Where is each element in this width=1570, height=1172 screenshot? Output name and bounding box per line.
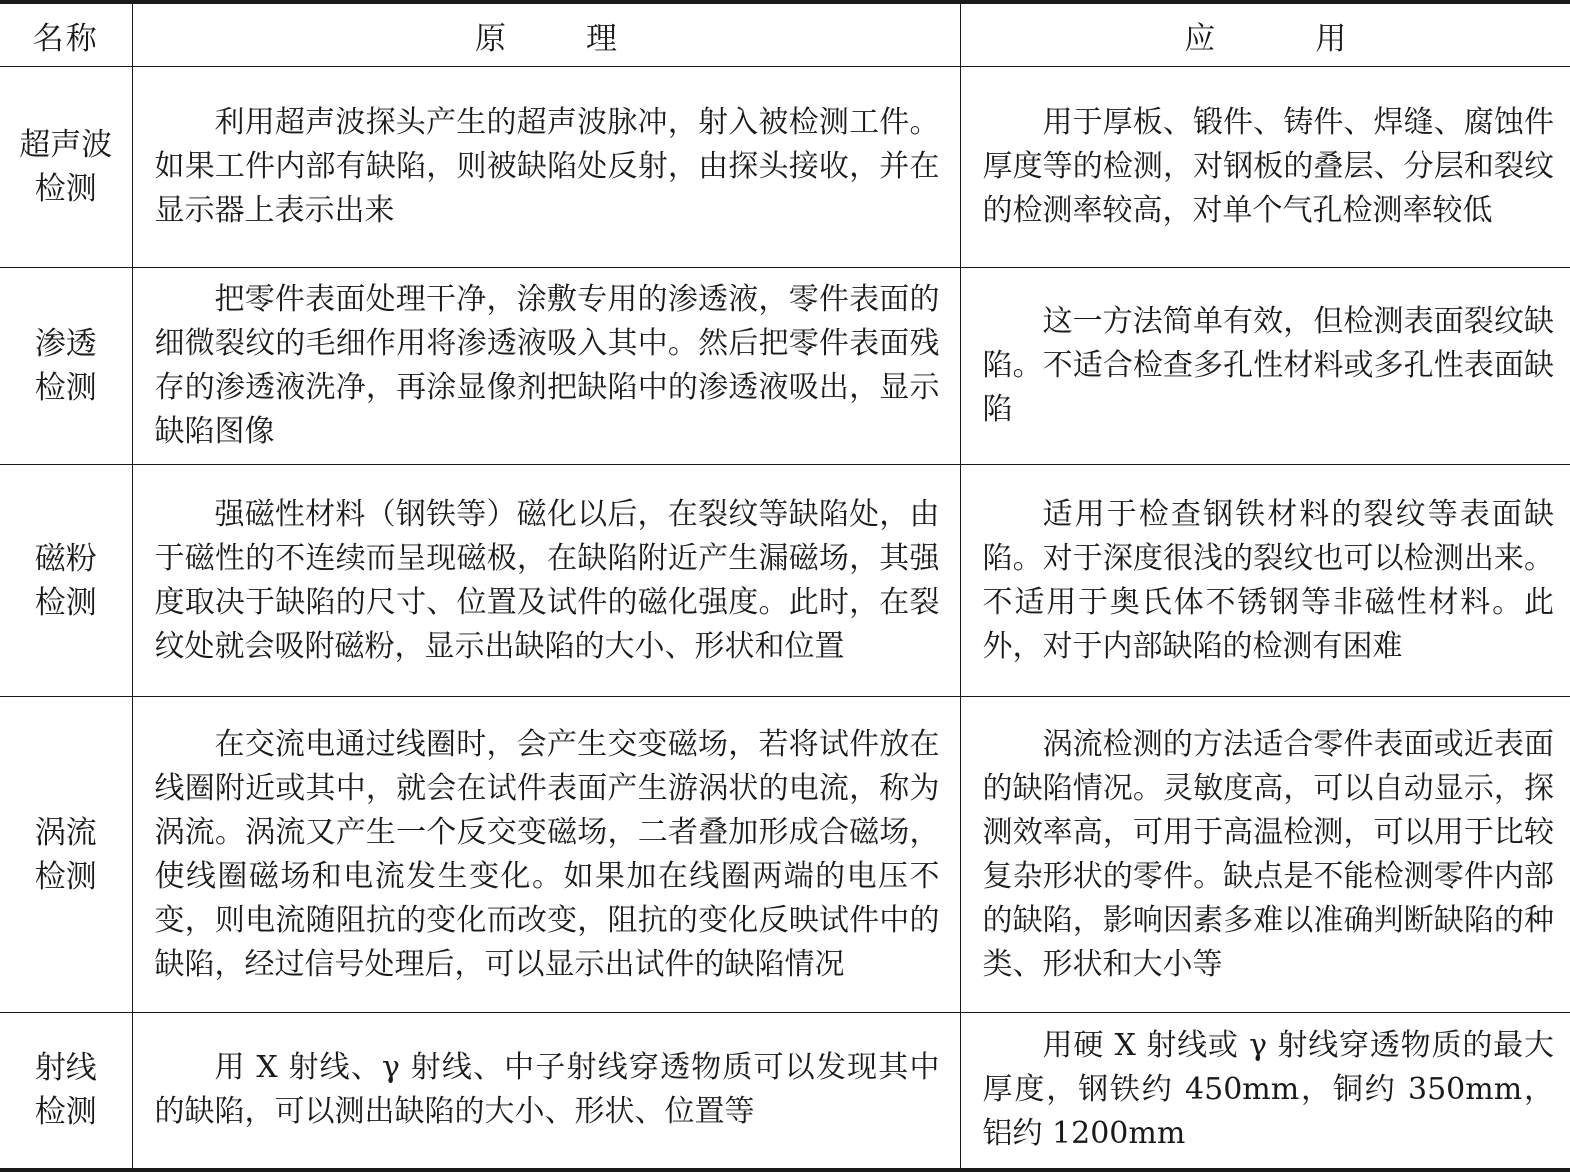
header-principle: 原理 [132,2,960,67]
principle-text: 用 X 射线、γ 射线、中子射线穿透物质可以发现其中的缺陷，可以测出缺陷的大小、形状、位置等 [133,1046,960,1134]
method-name-cell [0,268,132,465]
method-name-cell [0,697,132,1013]
table-row [0,268,1570,465]
method-name-line1: 磁粉 [0,537,132,581]
application-cell [960,1013,1570,1170]
method-name-line1: 射线 [0,1046,132,1090]
principle-text: 把零件表面处理干净，涂敷专用的渗透液，零件表面的细微裂纹的毛细作用将渗透液吸入其中。然后把零件表面残存的渗透液洗净，再涂显像剂把缺陷中的渗透液吸出，显示缺陷图像 [133,278,960,454]
method-name-line2: 检测 [0,855,132,899]
application-text: 涡流检测的方法适合零件表面或近表面的缺陷情况。灵敏度高，可以自动显示，探测效率高，可用于高温检测，可以用于比较复杂形状的零件。缺点是不能检测零件内部的缺陷，影响因素多难以准确判断缺陷的种类、形状和大小等 [961,723,1570,987]
application-text: 适用于检查钢铁材料的裂纹等表面缺陷。对于深度很浅的裂纹也可以检测出来。不适用于奥氏体不锈钢等非磁性材料。此外，对于内部缺陷的检测有困难 [961,493,1570,669]
header-application: 应用 [960,2,1570,67]
method-name-line2: 检测 [0,581,132,625]
table-row [0,67,1570,268]
header-name: 名称 [0,2,132,67]
method-name-cell [0,465,132,697]
application-cell [960,465,1570,697]
method-name-cell [0,67,132,268]
method-name-line2: 检测 [0,366,132,410]
application-cell [960,697,1570,1013]
method-name-line1: 超声波 [0,123,132,167]
table-row [0,465,1570,697]
method-name-line1: 涡流 [0,811,132,855]
application-text: 用硬 X 射线或 γ 射线穿透物质的最大厚度，钢铁约 450mm，铜约 350mm，铝约 1200mm [961,1024,1570,1156]
header-row [0,2,1570,67]
application-cell [960,268,1570,465]
principle-cell [132,1013,960,1170]
principle-text: 利用超声波探头产生的超声波脉冲，射入被检测工件。如果工件内部有缺陷，则被缺陷处反射，由探头接收，并在显示器上表示出来 [133,101,960,233]
method-name-line2: 检测 [0,1090,132,1134]
principle-text: 强磁性材料（钢铁等）磁化以后，在裂纹等缺陷处，由于磁性的不连续而呈现磁极，在缺陷附近产生漏磁场，其强度取决于缺陷的尺寸、位置及试件的磁化强度。此时，在裂纹处就会吸附磁粉，显示出缺陷的大小、形状和位置 [133,493,960,669]
method-name-cell [0,1013,132,1170]
application-text: 这一方法简单有效，但检测表面裂纹缺陷。不适合检查多孔性材料或多孔性表面缺陷 [961,300,1570,432]
application-cell [960,67,1570,268]
principle-cell [132,268,960,465]
principle-cell [132,67,960,268]
principle-cell [132,465,960,697]
application-text: 用于厚板、锻件、铸件、焊缝、腐蚀件厚度等的检测，对钢板的叠层、分层和裂纹的检测率较高，对单个气孔检测率较低 [961,101,1570,233]
method-name-line2: 检测 [0,167,132,211]
method-name-line1: 渗透 [0,322,132,366]
principle-cell [132,697,960,1013]
table-row [0,1013,1570,1170]
table-row [0,697,1570,1013]
principle-text: 在交流电通过线圈时，会产生交变磁场，若将试件放在线圈附近或其中，就会在试件表面产生游涡状的电流，称为涡流。涡流又产生一个反交变磁场，二者叠加形成合磁场，使线圈磁场和电流发生变化。如果加在线圈两端的电压不变，则电流随阻抗的变化而改变，阻抗的变化反映试件中的缺陷，经过信号处理后，可以显示出试件的缺陷情况 [133,723,960,987]
